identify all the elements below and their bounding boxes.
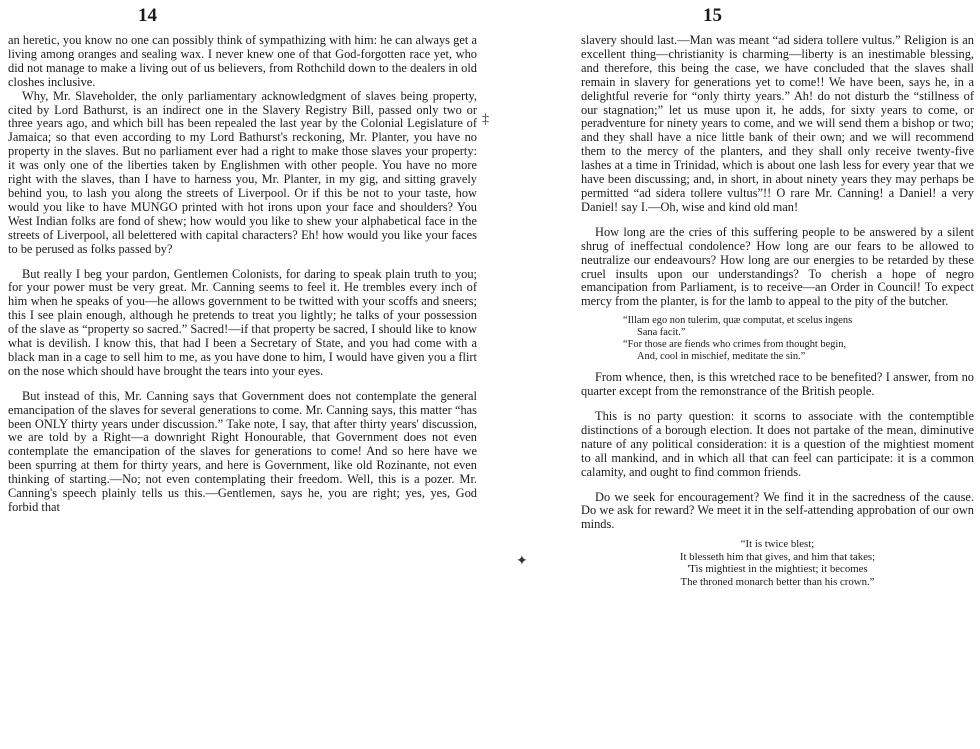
left-paragraph-1: an heretic, you know no one can possibly think of sympathizing with him: he can always get a living among oranges and sealing wax. I never knew one of that God-forgotten race yet, who did not manage to make a living out of us believers, from Rothchild down to the dealers in old closhes inclusive. [8,33,477,89]
margin-mark: ✦ [516,554,528,569]
poem-line: 'Tis mightiest in the mightiest; it becomes [687,563,868,576]
right-page [487,0,980,749]
right-paragraph-5: Do we seek for encouragement? We find it in the sacredness of the cause. Do we ask for reward? We meet it in the self-attending approbation of our own minds. [581,489,974,532]
left-paragraph-3: But really I beg your pardon, Gentlemen Colonists, for daring to speak plain truth to you; for your power must be very great. Mr. Canning seems to feel it. He trembles every inch of him when he speaks of you—he allows government to be twitted with your scoffs and sneers; this I see plain enough, although he pretends to treat you lightly; he talks of your possession of the slave as “property so sacred.” Sacred!—if that property be sacred, I should like to know what is devilish. I know this, that had I been a Secretary of State, and you had come with a black man in a cage to sell him to me, as you have done to him, I would have given you a flirt on the nose which should have brought the tears into your eyes. [8,266,477,378]
quote-line: “For those are fiends who crimes from thought begin, [623,339,847,351]
quote-line: “Illam ego non tulerim, quæ computat, et scelus ingens [623,315,853,327]
poem-line: It blesseth him that gives, and him that takes; [679,550,876,563]
margin-mark: ‡ [482,112,489,127]
left-page-number: 14 [138,5,157,26]
quote-line: And, cool in mischief, meditate the sin.” [637,351,806,363]
right-page-number: 15 [703,5,722,26]
right-paragraph-2: How long are the cries of this suffering people to be answered by a silent shrug of ineffectual condolence? How long are our fears to be allowed to neutralize our endeavours? How long are our energies to be retarded by these cruel insults upon our understandings? To cherish a hope of negro emancipation from Parliament, is to receive—an Order in Council! To expect mercy from the planter, is for the lamb to appeal to the pity of the butcher. [581,224,974,309]
poem-quote [581,538,974,588]
poem-line: The throned monarch better than his crown.” [680,575,875,588]
right-paragraph-1: slavery should last.—Man was meant “ad sidera tollere vultus.” Religion is an excellent thing—christianity is charming—liberty is an inestimable blessing, and therefore, this being the case, we have concluded that the slaves shall remain in slavery for generations yet to come!! We have been, says he, in a delightful reverie for “only thirty years.” Ah! do not disturb the “stillness of our stagnation;” let us muse upon it, he adds, for sixty years to come, or peradventure for ninety years to come, and we will send them a bishop or two; and they shall have a nice little bank of their own; and we will recommend them to the mercy of the planters, and they shall only receive twenty-five lashes at a time in Trinidad, which is about one lash less for every year that we have been discussing; and, in short, in about ninety years they may perhaps be permitted “ad sidera tollere vultus”!! O rare Mr. Canning! a Daniel! a very Daniel! say I.—Oh, wise and kind old man! [581,33,974,214]
latin-quote [623,315,974,363]
quote-line: Sana facit.” [637,327,686,339]
left-paragraph-2: Why, Mr. Slaveholder, the only parliamentary acknowledgment of slaves being property, cited by Lord Bathurst, is an indirect one in the Slavery Registry Bill, passed only two or three years ago, and which bill has been repealed the last year by the Colonial Legislature of Jamaica; so that even according to my Lord Bathurst's reckoning, Mr. Planter, you have no property in the slaves. But no parliament ever had a right to make those slaves your property: it was only one of the liberties taken by Englishmen with other people. You have no more right with the slaves, than I have to harness you, Mr. Planter, in my gig, and sitting gravely behind you, to lash you along the streets of Liverpool. Or if this be not to your taste, how would you like to have MUNGO printed with hot irons upon your face and shoulders? You West Indian folks are fond of shew; how would you like to shew your alphabetical face in the streets of Liverpool, all belettered with capital characters? Eh! how would you like your faces to be perused as folks passed by? [8,88,477,256]
right-paragraph-4: This is no party question: it scorns to associate with the contemptible distinctions of a borough election. It does not partake of the mean, diminutive nature of any political consideration: it is a question of the mightiest moment to all mankind, and in which all that can feel can participate: it is a common calamity, and ought to find common friends. [581,409,974,479]
right-paragraph-3: From whence, then, is this wretched race to be benefited? I answer, from no quarter except from the remonstrance of the British people. [581,370,974,399]
left-paragraph-4: But instead of this, Mr. Canning says that Government does not contemplate the general emancipation of the slaves for several generations to come. Mr. Canning says, this matter “has been ONLY thirty years under discussion.” Take note, I say, that after thirty years' discussion, we are told by a Right—a downright Right Honourable, that Government does not even contemplate the emancipation of the slaves for generations to come! And so here have we been spurring at them for thirty years, and here is Government, like old Rozinante, not even thinking of starting.—No; not even contemplating their freedom. Well, this is a pozer. Mr. Canning's speech plainly tells us this.—Gentlemen, says he, you are right; yes, yes, God forbid that [8,388,477,514]
left-page [0,0,487,749]
poem-line: “It is twice blest; [740,538,815,551]
